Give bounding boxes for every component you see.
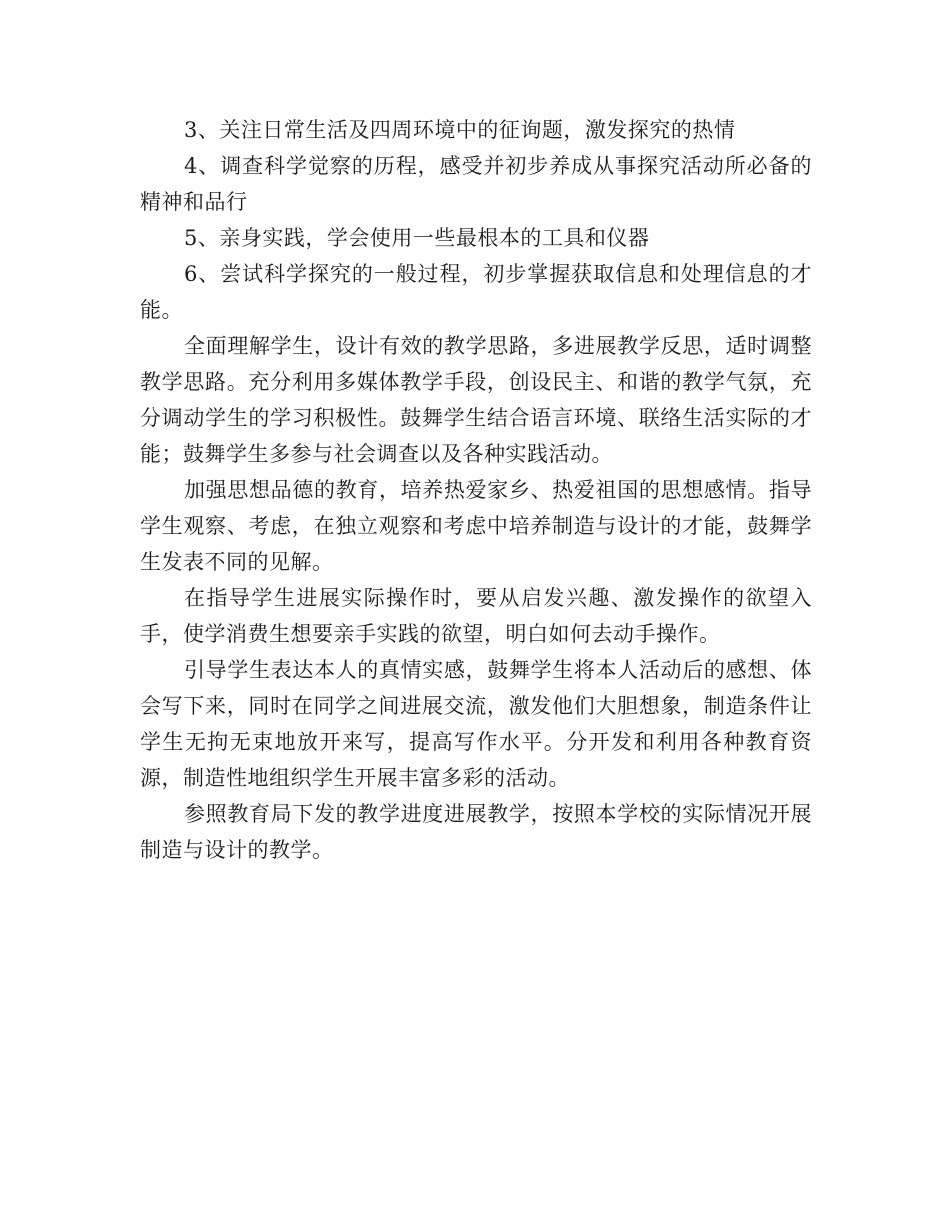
list-item-4: 4、调查科学觉察的历程，感受并初步养成从事探究活动所必备的精神和品行 [140, 154, 812, 214]
paragraph-moral-education: 加强思想品德的教育，培养热爱家乡、热爱祖国的思想感情。指导学生观察、考虑，在独立观察和考虑中培养制造与设计的才能，鼓舞学生发表不同的见解。 [140, 478, 812, 574]
list-item-3: 3、关注日常生活及四周环境中的征询题，激发探究的热情 [184, 118, 736, 142]
paragraph-teaching-schedule: 参照教育局下发的教学进度进展教学，按照本学校的实际情况开展制造与设计的教学。 [140, 802, 812, 862]
list-item-5: 5、亲身实践，学会使用一些最根本的工具和仪器 [184, 226, 650, 250]
document-body [140, 112, 812, 868]
list-item-6: 6、尝试科学探究的一般过程，初步掌握获取信息和处理信息的才能。 [140, 262, 812, 322]
paragraph-practical-operation: 在指导学生进展实际操作时，要从启发兴趣、激发操作的欲望入手，使学消费生想要亲手实践的欲望，明白如何去动手操作。 [140, 586, 812, 646]
paragraph-teaching-approach: 全面理解学生，设计有效的教学思路，多进展教学反思，适时调整教学思路。充分利用多媒体教学手段，创设民主、和谐的教学气氛，充分调动学生的学习积极性。鼓舞学生结合语言环境、联络生活实际的才能；鼓舞学生多参与社会调查以及各种实践活动。 [140, 334, 812, 466]
paragraph-writing-guidance: 引导学生表达本人的真情实感，鼓舞学生将本人活动后的感想、体会写下来，同时在同学之间进展交流，激发他们大胆想象，制造条件让学生无拘无束地放开来写，提高写作水平。分开发和利用各种教育资源，制造性地组织学生开展丰富多彩的活动。 [140, 658, 812, 790]
